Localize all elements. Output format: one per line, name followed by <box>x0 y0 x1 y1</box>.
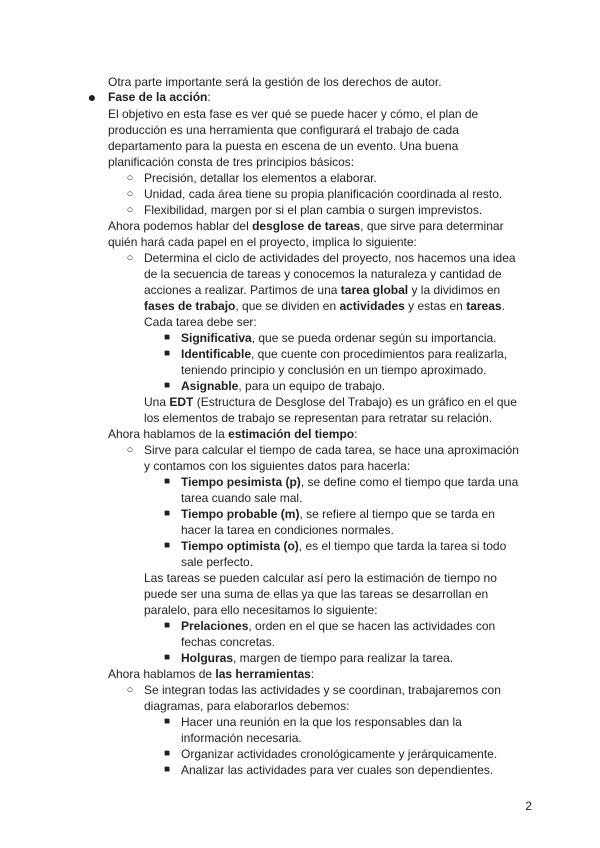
text: . <box>501 299 505 313</box>
bold-term: desglose de tareas <box>252 219 361 233</box>
edt-line-2: los elementos de trabajo se representan para retratar su relación. <box>144 411 493 425</box>
principio-unidad: Unidad, cada área tiene su propia planificación coordinada al resto. <box>144 187 503 201</box>
fase-colon: : <box>207 90 211 104</box>
bold-term: fases de trabajo <box>144 299 236 313</box>
probable-item <box>181 506 495 522</box>
disc-bullet: ● <box>87 89 97 105</box>
square-bullet: ■ <box>163 332 171 343</box>
fase-title: Fase de la acción <box>108 90 208 104</box>
desglose-line-5: Cada tarea debe ser: <box>144 315 257 329</box>
bold-term: Prelaciones <box>181 619 249 633</box>
text: , que cuente con procedimientos para realizarla, <box>251 347 508 361</box>
bold-term: Identificable <box>181 347 252 361</box>
bold-term: Holguras <box>181 651 234 665</box>
probable-line-2: hacer la tarea en condiciones normales. <box>181 523 394 537</box>
bold-term: EDT <box>169 395 194 409</box>
square-bullet: ■ <box>163 620 171 631</box>
text: : <box>310 667 315 681</box>
objetivo-line-2: producción es una herramienta que configurará el trabajo de cada <box>108 123 459 137</box>
holguras-item <box>181 650 453 666</box>
text: : <box>354 427 358 441</box>
square-bullet: ■ <box>163 764 171 775</box>
text: , que sirve para determinar <box>360 219 504 233</box>
significativa-item <box>181 330 497 346</box>
text: Ahora podemos hablar del <box>108 219 253 233</box>
text: , margen de tiempo para realizar la tarea. <box>233 651 454 665</box>
circle-bullet: ○ <box>126 252 134 264</box>
bold-term: Tiempo probable (m) <box>181 507 300 521</box>
square-bullet: ■ <box>163 652 171 663</box>
calculo-line-1: Las tareas se pueden calcular así pero la estimación de tiempo no <box>144 571 497 585</box>
organizar-item: Organizar actividades cronológicamente y jerárquicamente. <box>181 747 498 761</box>
prelaciones-item <box>181 618 495 634</box>
bold-term: actividades <box>339 299 405 313</box>
estimacion-intro <box>108 426 357 442</box>
optimista-line-2: sale perfecto. <box>181 555 254 569</box>
text: Ahora hablamos de <box>108 667 216 681</box>
estimacion-line-2: y contamos con los siguientes datos para hacerla: <box>144 459 411 473</box>
circle-bullet: ○ <box>126 204 134 216</box>
desglose-intro-2: quién hará cada papel en el proyecto, implica lo siguiente: <box>108 235 417 249</box>
square-bullet: ■ <box>163 716 171 727</box>
square-bullet: ■ <box>163 540 171 551</box>
herramientas-line-2: diagramas, para elaborarlos debemos: <box>144 699 350 713</box>
bold-term: estimación del tiempo <box>228 427 355 441</box>
reunion-line-2: información necesaria. <box>181 731 302 745</box>
desglose-line-3 <box>144 282 500 298</box>
identificable-line-2: teniendo principio y conclusión en un tiempo aproximado. <box>181 363 487 377</box>
reunion-item: Hacer una reunión en la que los responsables dan la <box>181 715 462 729</box>
prelaciones-line-2: fechas concretas. <box>181 635 276 649</box>
bold-term: Asignable <box>181 379 239 393</box>
text: , que se dividen en <box>235 299 340 313</box>
square-bullet: ■ <box>163 348 171 359</box>
desglose-line-2: de la secuencia de tareas y conocemos la naturaleza y cantidad de <box>144 267 502 281</box>
square-bullet: ■ <box>163 748 171 759</box>
text: y la dividimos en <box>408 283 501 297</box>
desglose-line-4 <box>144 298 505 314</box>
bold-term: tareas <box>466 299 502 313</box>
edt-line-1 <box>144 394 517 410</box>
circle-bullet: ○ <box>126 172 134 184</box>
objetivo-line-4: planificación consta de tres principios básicos: <box>108 155 355 169</box>
bold-term: Tiempo pesimista (p) <box>181 475 301 489</box>
principio-flexibilidad: Flexibilidad, margen por si el plan cambia o surgen imprevistos. <box>144 203 483 217</box>
circle-bullet: ○ <box>126 188 134 200</box>
estimacion-line-1: Sirve para calcular el tiempo de cada tarea, se hace una aproximación <box>144 443 519 457</box>
bold-term: Significativa <box>181 331 252 345</box>
asignable-item <box>181 378 385 394</box>
desglose-line-1: Determina el ciclo de actividades del proyecto, nos hacemos una idea <box>144 251 516 265</box>
square-bullet: ■ <box>163 476 171 487</box>
identificable-item <box>181 346 507 362</box>
text: acciones a realizar. Partimos de una <box>144 283 341 297</box>
intro-line: Otra parte importante será la gestión de los derechos de autor. <box>108 75 442 89</box>
objetivo-line-3: departamento para la puesta en escena de un evento. Una buena <box>108 139 459 153</box>
herramientas-intro <box>108 666 314 682</box>
text: , se define como el tiempo que tarda una <box>300 475 519 489</box>
text: (Estructura de Desglose del Trabajo) es un gráfico en el que <box>193 395 517 409</box>
text: y estas en <box>404 299 467 313</box>
pesimista-item <box>181 474 518 490</box>
bold-term: tarea global <box>340 283 409 297</box>
bold-term: Tiempo optimista (o) <box>181 539 299 553</box>
circle-bullet: ○ <box>126 444 134 456</box>
square-bullet: ■ <box>163 380 171 391</box>
pesimista-line-2: tarea cuando sale mal. <box>181 491 303 505</box>
herramientas-line-1: Se integran todas las actividades y se coordinan, trabajaremos con <box>144 683 501 697</box>
bold-term: las herramientas <box>215 667 311 681</box>
text: , se refiere al tiempo que se tarda en <box>299 507 495 521</box>
analizar-item: Analizar las actividades para ver cuales son dependientes. <box>181 763 494 777</box>
calculo-line-3: paralelo, para ello necesitamos lo siguiente: <box>144 603 378 617</box>
text: , que se pueda ordenar según su importancia. <box>251 331 497 345</box>
text: , orden en el que se hacen las actividades con <box>248 619 496 633</box>
desglose-intro-1 <box>108 218 504 234</box>
optimista-item <box>181 538 506 554</box>
principio-precision: Precisión, detallar los elementos a elaborar. <box>144 171 377 185</box>
text: Una <box>144 395 170 409</box>
objetivo-line-1: El objetivo en esta fase es ver qué se puede hacer y cómo, el plan de <box>108 107 479 121</box>
text: , para un equipo de trabajo. <box>238 379 386 393</box>
fase-heading <box>108 89 211 105</box>
calculo-line-2: puede ser una suma de ellas ya que las tareas se desarrollan en <box>144 587 489 601</box>
square-bullet: ■ <box>163 508 171 519</box>
text: , es el tiempo que tarda la tarea si todo <box>298 539 507 553</box>
text: Ahora hablamos de la <box>108 427 229 441</box>
page-number: 2 <box>525 799 532 813</box>
circle-bullet: ○ <box>126 684 134 696</box>
